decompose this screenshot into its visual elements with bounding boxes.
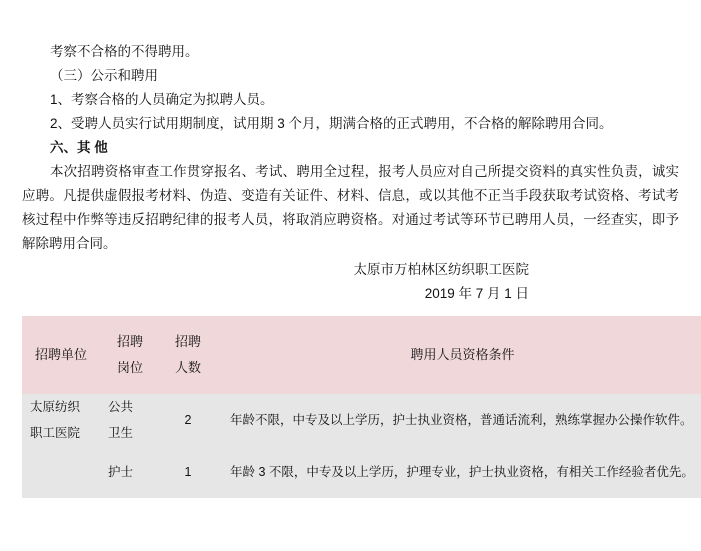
header-count-line1: 招聘 bbox=[174, 334, 201, 349]
table-header bbox=[22, 316, 701, 394]
header-conditions: 聘用人员资格条件 bbox=[216, 316, 701, 394]
header-post bbox=[100, 316, 160, 394]
paragraph-item-2: 2、受聘人员实行试用期制度，试用期 3 个月，期满合格的正式聘用，不合格的解除聘用合同。 bbox=[50, 116, 613, 131]
document-body bbox=[22, 40, 679, 256]
paragraph-item-1: 1、考察合格的人员确定为拟聘人员。 bbox=[50, 92, 274, 107]
table-row bbox=[22, 446, 701, 498]
cell-unit bbox=[22, 446, 100, 498]
cell-post bbox=[100, 394, 160, 446]
header-post-line2: 岗位 bbox=[116, 360, 143, 375]
table-body bbox=[22, 394, 701, 498]
cell-post-line1: 公共 bbox=[108, 400, 134, 414]
paragraph-qualification-review: 本次招聘资格审查工作贯穿报名、考试、聘用全过程，报考人员应对自己所提交资料的真实性负责，诚实应聘。凡提供虚假报考材料、伪造、变造有关证件、材料、信息，或以其他不正当手段获取考试资格、考试考核过程中作弊等违反招聘纪律的报考人员，将取消应聘资格。对通过考试等环节已聘用人员，一经查实，即予解除聘用合同。 bbox=[22, 164, 679, 251]
signature-block bbox=[22, 258, 679, 306]
header-count-line2: 人数 bbox=[174, 360, 201, 375]
header-count bbox=[160, 316, 216, 394]
cell-count: 1 bbox=[160, 446, 216, 498]
cell-post bbox=[100, 446, 160, 498]
table-header-row bbox=[22, 316, 701, 394]
cell-unit-line1: 太原纺织 bbox=[30, 400, 81, 414]
paragraph-inspection-fail: 考察不合格的不得聘用。 bbox=[50, 44, 199, 59]
header-unit: 招聘单位 bbox=[22, 316, 100, 394]
cell-conditions: 年龄不限，中专及以上学历，护士执业资格，普通话流利，熟练掌握办公操作软件。 bbox=[216, 394, 701, 446]
cell-unit bbox=[22, 394, 100, 446]
paragraph-section-six-title: 六、其 他 bbox=[50, 140, 108, 155]
paragraph-section-three-title: （三）公示和聘用 bbox=[50, 68, 158, 83]
signature-date: 2019 年 7 月 1 日 bbox=[424, 286, 529, 301]
recruitment-table bbox=[22, 316, 701, 498]
header-post-line1: 招聘 bbox=[116, 334, 143, 349]
table-row bbox=[22, 394, 701, 446]
cell-unit-line2: 职工医院 bbox=[30, 426, 81, 440]
cell-conditions: 年龄 3 不限，中专及以上学历，护理专业，护士执业资格，有相关工作经验者优先。 bbox=[216, 446, 701, 498]
cell-count: 2 bbox=[160, 394, 216, 446]
cell-post-line2: 卫生 bbox=[108, 426, 134, 440]
cell-post-line1: 护士 bbox=[108, 465, 134, 479]
signature-organization: 太原市万柏林区纺织职工医院 bbox=[353, 262, 529, 277]
